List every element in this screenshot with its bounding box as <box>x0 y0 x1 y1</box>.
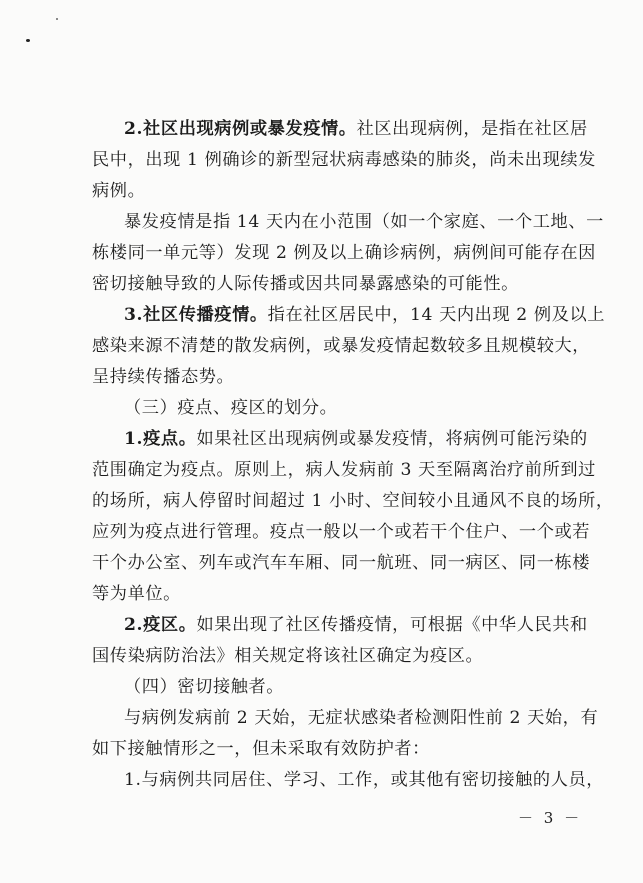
paragraph-line: 呈持续传播态势。 <box>92 367 235 387</box>
page-number: － 3 － <box>518 809 583 827</box>
subsection-heading: （三）疫点、疫区的划分。 <box>124 398 338 418</box>
paragraph-line: 2.疫区。如果出现了社区传播疫情，可根据《中华人民共和 <box>124 615 588 635</box>
paragraph-line: 应列为疫点进行管理。疫点一般以一个或若干个住户、一个或若 <box>92 522 591 542</box>
paragraph-line: 密切接触导致的人际传播或因共同暴露感染的可能性。 <box>92 274 519 294</box>
paragraph-line: 等为单位。 <box>92 584 181 604</box>
section-heading: 2.疫区。 <box>124 615 197 635</box>
paragraph-line: 1.与病例共同居住、学习、工作，或其他有密切接触的人员， <box>124 770 605 790</box>
paragraph-line: 病例。 <box>92 181 146 201</box>
scan-speck <box>56 18 58 20</box>
paragraph-line: 栋楼同一单元等）发现 2 例及以上确诊病例，病例间可能存在因 <box>92 243 596 263</box>
scan-speck <box>26 39 30 42</box>
paragraph-line: 3.社区传播疫情。指在社区居民中，14 天内出现 2 例及以上 <box>124 305 606 325</box>
paragraph-line: 国传染病防治法》相关规定将该社区确定为疫区。 <box>92 646 484 666</box>
section-heading: 1.疫点。 <box>124 429 197 449</box>
paragraph-line: 范围确定为疫点。原则上，病人发病前 3 天至隔离治疗前所到过 <box>92 460 596 480</box>
subsection-heading: （四）密切接触者。 <box>124 677 285 697</box>
paragraph-line: 如下接触情形之一，但未采取有效防护者： <box>92 739 430 759</box>
paragraph-line: 的场所，病人停留时间超过 1 小时、空间较小且通风不良的场所， <box>92 491 614 511</box>
paragraph-line: 感染来源不清楚的散发病例，或暴发疫情起数较多且规模较大， <box>92 336 591 356</box>
paragraph-line: 与病例发病前 2 天始，无症状感染者检测阳性前 2 天始，有 <box>124 708 599 728</box>
section-heading: 3.社区传播疫情。 <box>124 305 268 325</box>
paragraph-line: 2.社区出现病例或暴发疫情。社区出现病例，是指在社区居 <box>124 119 588 139</box>
paragraph-line: 民中，出现 1 例确诊的新型冠状病毒感染的肺炎，尚未出现续发 <box>92 150 596 170</box>
paragraph-line: 1.疫点。如果社区出现病例或暴发疫情，将病例可能污染的 <box>124 429 588 449</box>
section-heading: 2.社区出现病例或暴发疫情。 <box>124 119 357 139</box>
paragraph-line: 干个办公室、列车或汽车车厢、同一航班、同一病区、同一栋楼 <box>92 553 591 573</box>
paragraph-line: 暴发疫情是指 14 天内在小范围（如一个家庭、一个工地、一 <box>124 212 604 232</box>
